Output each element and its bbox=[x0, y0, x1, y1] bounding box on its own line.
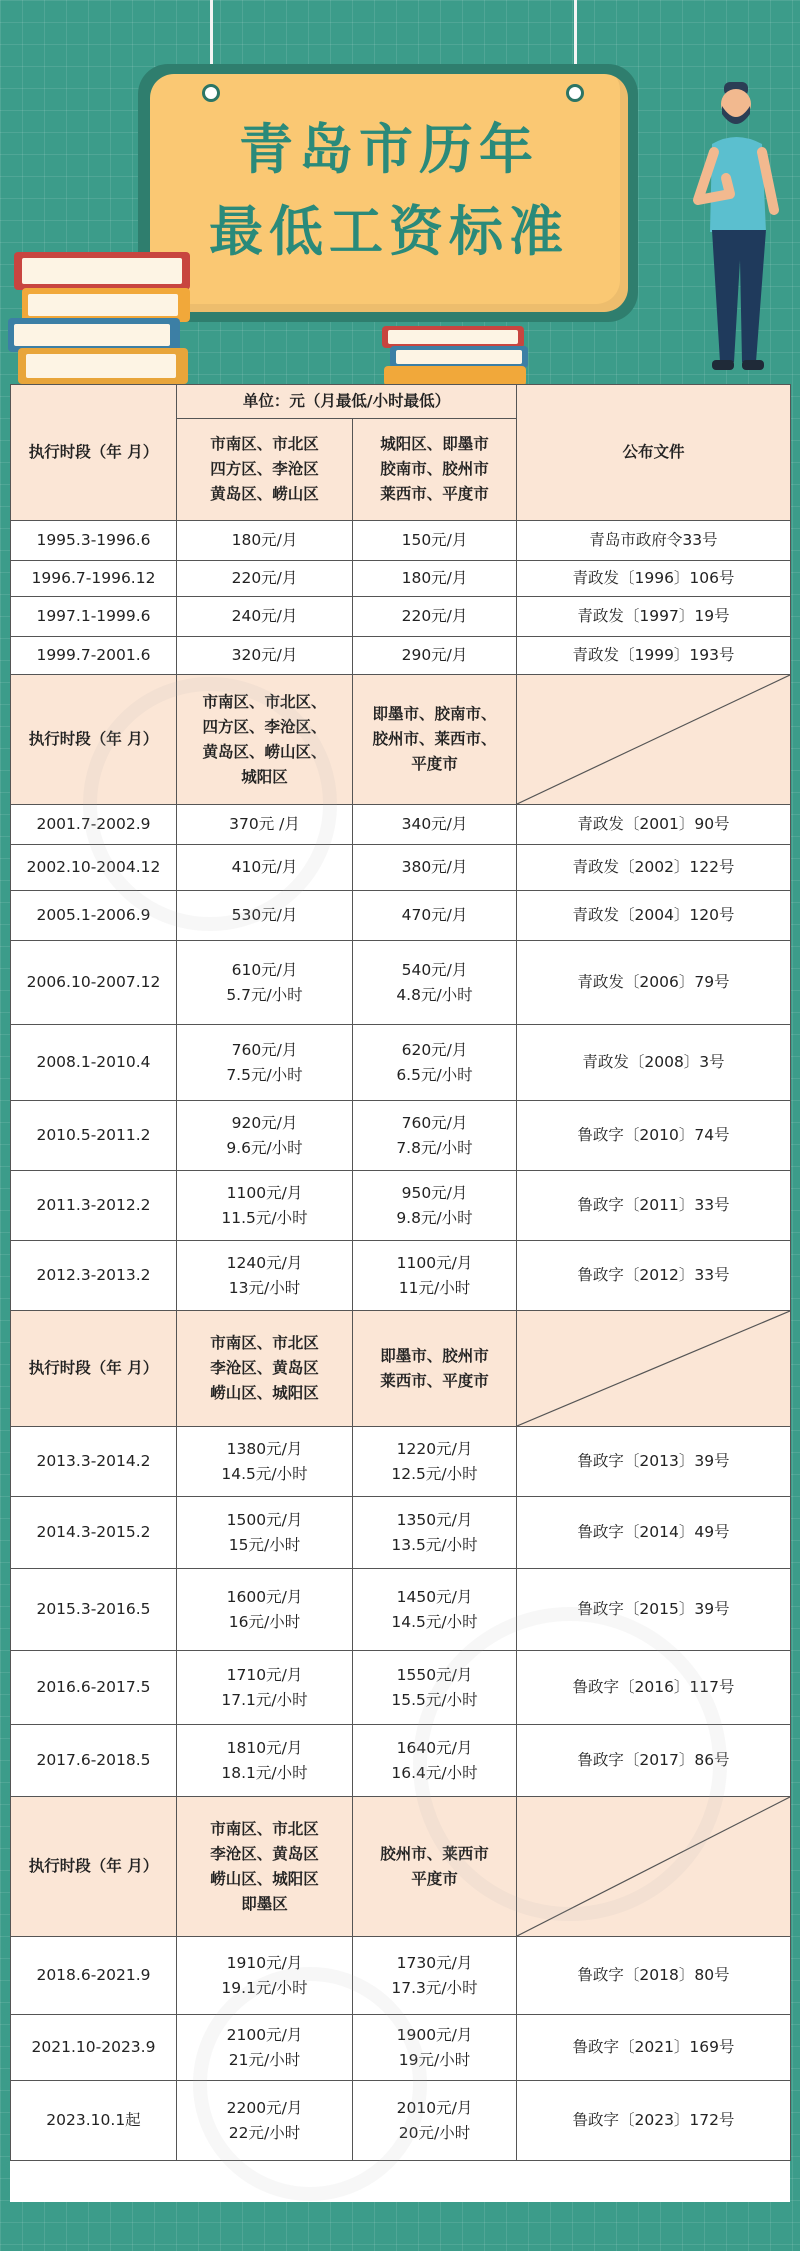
document-cell: 青政发〔1996〕106号 bbox=[517, 561, 791, 597]
table-row bbox=[11, 1101, 791, 1171]
zone2-wage-cell: 1100元/月 11元/小时 bbox=[353, 1241, 517, 1311]
page-title-line-2: 最低工资标准 bbox=[209, 200, 569, 263]
zone2-wage-cell: 380元/月 bbox=[353, 845, 517, 891]
document-cell: 鲁政字〔2017〕86号 bbox=[517, 1725, 791, 1797]
document-cell: 青政发〔2004〕120号 bbox=[517, 891, 791, 941]
table-row bbox=[11, 1427, 791, 1497]
title-board bbox=[150, 74, 628, 312]
table-row bbox=[11, 1651, 791, 1725]
document-cell: 鲁政字〔2014〕49号 bbox=[517, 1497, 791, 1569]
zone2-wage-cell: 150元/月 bbox=[353, 521, 517, 561]
zone2-header: 即墨市、胶州市 莱西市、平度市 bbox=[353, 1311, 517, 1427]
zone2-wage-cell: 1550元/月 15.5元/小时 bbox=[353, 1651, 517, 1725]
zone2-wage-cell: 1350元/月 13.5元/小时 bbox=[353, 1497, 517, 1569]
pin-left-icon bbox=[202, 84, 220, 102]
zone2-wage-cell: 1220元/月 12.5元/小时 bbox=[353, 1427, 517, 1497]
period-cell: 2001.7-2002.9 bbox=[11, 805, 177, 845]
zone1-header: 市南区、市北区 李沧区、黄岛区 崂山区、城阳区 即墨区 bbox=[177, 1797, 353, 1937]
document-cell: 鲁政字〔2021〕169号 bbox=[517, 2015, 791, 2081]
zone2-wage-cell: 950元/月 9.8元/小时 bbox=[353, 1171, 517, 1241]
table-row bbox=[11, 805, 791, 845]
period-cell: 2011.3-2012.2 bbox=[11, 1171, 177, 1241]
period-cell: 2010.5-2011.2 bbox=[11, 1101, 177, 1171]
period-cell: 2018.6-2021.9 bbox=[11, 1937, 177, 2015]
period-cell: 1996.7-1996.12 bbox=[11, 561, 177, 597]
period-cell: 2014.3-2015.2 bbox=[11, 1497, 177, 1569]
zone1-wage-cell: 1600元/月 16元/小时 bbox=[177, 1569, 353, 1651]
zone1-header: 市南区、市北区 四方区、李沧区 黄岛区、崂山区 bbox=[177, 419, 353, 521]
diagonal-cell bbox=[517, 675, 791, 805]
table-row bbox=[11, 845, 791, 891]
table-row bbox=[11, 2081, 791, 2161]
period-cell: 2017.6-2018.5 bbox=[11, 1725, 177, 1797]
period-cell: 2012.3-2013.2 bbox=[11, 1241, 177, 1311]
zone1-wage-cell: 240元/月 bbox=[177, 597, 353, 637]
zone1-wage-cell: 1100元/月 11.5元/小时 bbox=[177, 1171, 353, 1241]
zone2-wage-cell: 1640元/月 16.4元/小时 bbox=[353, 1725, 517, 1797]
period-cell: 2021.10-2023.9 bbox=[11, 2015, 177, 2081]
period-header: 执行时段（年 月） bbox=[11, 1797, 177, 1937]
zone1-wage-cell: 1810元/月 18.1元/小时 bbox=[177, 1725, 353, 1797]
document-cell: 鲁政字〔2023〕172号 bbox=[517, 2081, 791, 2161]
table-row bbox=[11, 561, 791, 597]
section-header-row bbox=[11, 1797, 791, 1937]
document-cell: 青政发〔1999〕193号 bbox=[517, 637, 791, 675]
zone1-wage-cell: 760元/月 7.5元/小时 bbox=[177, 1025, 353, 1101]
zone1-wage-cell: 1710元/月 17.1元/小时 bbox=[177, 1651, 353, 1725]
zone2-wage-cell: 290元/月 bbox=[353, 637, 517, 675]
document-cell: 鲁政字〔2015〕39号 bbox=[517, 1569, 791, 1651]
zone2-header: 城阳区、即墨市 胶南市、胶州市 莱西市、平度市 bbox=[353, 419, 517, 521]
page-title-line-1: 青岛市历年 bbox=[239, 118, 539, 181]
table-row bbox=[11, 637, 791, 675]
wage-table-container bbox=[10, 384, 790, 2202]
zone2-wage-cell: 1900元/月 19元/小时 bbox=[353, 2015, 517, 2081]
section-header-row bbox=[11, 675, 791, 805]
zone1-wage-cell: 410元/月 bbox=[177, 845, 353, 891]
document-cell: 青政发〔2008〕3号 bbox=[517, 1025, 791, 1101]
table-header-row bbox=[11, 385, 791, 419]
zone2-wage-cell: 540元/月 4.8元/小时 bbox=[353, 941, 517, 1025]
period-header: 执行时段（年 月） bbox=[11, 1311, 177, 1427]
table-row bbox=[11, 1569, 791, 1651]
document-cell: 青政发〔2001〕90号 bbox=[517, 805, 791, 845]
section-header-row bbox=[11, 1311, 791, 1427]
thinking-man-icon bbox=[690, 82, 790, 382]
zone1-header: 市南区、市北区 李沧区、黄岛区 崂山区、城阳区 bbox=[177, 1311, 353, 1427]
zone2-wage-cell: 1450元/月 14.5元/小时 bbox=[353, 1569, 517, 1651]
document-cell: 鲁政字〔2013〕39号 bbox=[517, 1427, 791, 1497]
zone1-wage-cell: 920元/月 9.6元/小时 bbox=[177, 1101, 353, 1171]
zone1-wage-cell: 1910元/月 19.1元/小时 bbox=[177, 1937, 353, 2015]
diagonal-cell bbox=[517, 1311, 791, 1427]
zone1-wage-cell: 1380元/月 14.5元/小时 bbox=[177, 1427, 353, 1497]
table-row bbox=[11, 1937, 791, 2015]
document-cell: 鲁政字〔2016〕117号 bbox=[517, 1651, 791, 1725]
zone2-wage-cell: 620元/月 6.5元/小时 bbox=[353, 1025, 517, 1101]
zone1-wage-cell: 1240元/月 13元/小时 bbox=[177, 1241, 353, 1311]
zone1-wage-cell: 220元/月 bbox=[177, 561, 353, 597]
zone2-wage-cell: 180元/月 bbox=[353, 561, 517, 597]
table-row bbox=[11, 891, 791, 941]
unit-header: 单位：元（月最低/小时最低） bbox=[177, 385, 517, 419]
zone1-wage-cell: 1500元/月 15元/小时 bbox=[177, 1497, 353, 1569]
diagonal-cell bbox=[517, 1797, 791, 1937]
period-cell: 2002.10-2004.12 bbox=[11, 845, 177, 891]
zone2-wage-cell: 1730元/月 17.3元/小时 bbox=[353, 1937, 517, 2015]
min-wage-table bbox=[10, 384, 791, 2161]
zone2-header: 胶州市、莱西市 平度市 bbox=[353, 1797, 517, 1937]
pin-right-icon bbox=[566, 84, 584, 102]
table-row bbox=[11, 1725, 791, 1797]
table-row bbox=[11, 1171, 791, 1241]
period-cell: 2006.10-2007.12 bbox=[11, 941, 177, 1025]
period-cell: 1999.7-2001.6 bbox=[11, 637, 177, 675]
period-cell: 2015.3-2016.5 bbox=[11, 1569, 177, 1651]
table-row bbox=[11, 1241, 791, 1311]
zone1-wage-cell: 320元/月 bbox=[177, 637, 353, 675]
doc-header: 公布文件 bbox=[517, 385, 791, 521]
zone2-wage-cell: 220元/月 bbox=[353, 597, 517, 637]
zone2-wage-cell: 470元/月 bbox=[353, 891, 517, 941]
period-cell: 2016.6-2017.5 bbox=[11, 1651, 177, 1725]
document-cell: 鲁政字〔2011〕33号 bbox=[517, 1171, 791, 1241]
zone1-header: 市南区、市北区、 四方区、李沧区、 黄岛区、崂山区、 城阳区 bbox=[177, 675, 353, 805]
zone1-wage-cell: 2200元/月 22元/小时 bbox=[177, 2081, 353, 2161]
period-cell: 2023.10.1起 bbox=[11, 2081, 177, 2161]
document-cell: 鲁政字〔2012〕33号 bbox=[517, 1241, 791, 1311]
zone1-wage-cell: 370元 /月 bbox=[177, 805, 353, 845]
document-cell: 青岛市政府令33号 bbox=[517, 521, 791, 561]
header bbox=[0, 0, 800, 385]
table-row bbox=[11, 941, 791, 1025]
zone2-header: 即墨市、胶南市、 胶州市、莱西市、 平度市 bbox=[353, 675, 517, 805]
period-header: 执行时段（年 月） bbox=[11, 675, 177, 805]
period-cell: 1997.1-1999.6 bbox=[11, 597, 177, 637]
document-cell: 青政发〔2002〕122号 bbox=[517, 845, 791, 891]
period-header: 执行时段（年 月） bbox=[11, 385, 177, 521]
zone2-wage-cell: 340元/月 bbox=[353, 805, 517, 845]
table-row bbox=[11, 597, 791, 637]
table-row bbox=[11, 1025, 791, 1101]
period-cell: 1995.3-1996.6 bbox=[11, 521, 177, 561]
document-cell: 青政发〔1997〕19号 bbox=[517, 597, 791, 637]
zone2-wage-cell: 760元/月 7.8元/小时 bbox=[353, 1101, 517, 1171]
table-row bbox=[11, 521, 791, 561]
period-cell: 2008.1-2010.4 bbox=[11, 1025, 177, 1101]
period-cell: 2005.1-2006.9 bbox=[11, 891, 177, 941]
period-cell: 2013.3-2014.2 bbox=[11, 1427, 177, 1497]
zone1-wage-cell: 180元/月 bbox=[177, 521, 353, 561]
zone1-wage-cell: 2100元/月 21元/小时 bbox=[177, 2015, 353, 2081]
zone1-wage-cell: 610元/月 5.7元/小时 bbox=[177, 941, 353, 1025]
table-row bbox=[11, 1497, 791, 1569]
table-row bbox=[11, 2015, 791, 2081]
zone2-wage-cell: 2010元/月 20元/小时 bbox=[353, 2081, 517, 2161]
document-cell: 鲁政字〔2018〕80号 bbox=[517, 1937, 791, 2015]
zone1-wage-cell: 530元/月 bbox=[177, 891, 353, 941]
document-cell: 青政发〔2006〕79号 bbox=[517, 941, 791, 1025]
document-cell: 鲁政字〔2010〕74号 bbox=[517, 1101, 791, 1171]
